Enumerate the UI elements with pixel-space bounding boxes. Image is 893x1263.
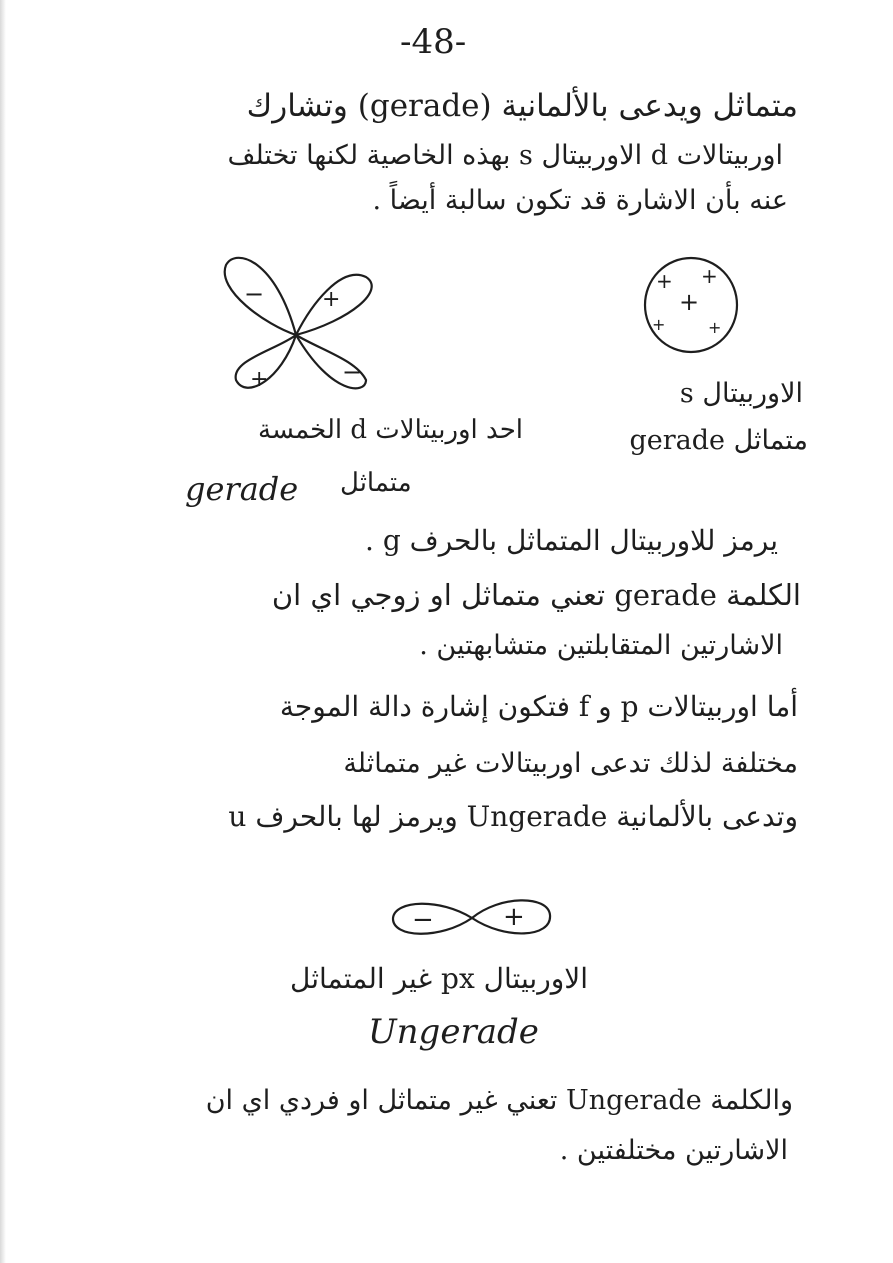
text-line: والكلمة Ungerade تعني غير متماثل او فردي اي ان (205, 1085, 793, 1116)
p-caption-ungerade: Ungerade (368, 1012, 539, 1052)
s-sign: + (701, 264, 718, 288)
d-caption: متماثل (340, 468, 412, 498)
text-line: وتدعى بالألمانية Ungerade ويرمز لها بالحرف u (228, 800, 798, 833)
page-number: -48- (400, 22, 467, 62)
s-sign: + (679, 288, 700, 316)
text-line: عنه بأن الاشارة قد تكون سالبة أيضاً . (372, 185, 788, 216)
s-sign: + (656, 269, 673, 293)
text-line: متماثل ويدعى بالألمانية (gerade) وتشارك (246, 88, 798, 124)
d-sign: − (342, 358, 363, 386)
d-caption-gerade: gerade (185, 470, 299, 508)
text-line: الكلمة gerade تعني متماثل او زوجي اي ان (271, 578, 801, 612)
p-orbital-diagram (393, 900, 550, 935)
d-sign: + (322, 287, 341, 312)
text-line: الاشارتين مختلفتين . (559, 1135, 788, 1166)
text-line: يرمز للاوربيتال المتماثل بالحرف g . (365, 524, 778, 557)
p-caption: الاوربيتال px غير المتماثل (290, 962, 588, 995)
d-sign: − (244, 280, 265, 308)
p-sign: − (412, 905, 434, 935)
text-line: اوربيتالات d الاوربيتال s بهذه الخاصية لكنها تختلف (227, 140, 783, 171)
s-caption: الاوربيتال s (679, 378, 803, 409)
p-sign: + (503, 902, 525, 932)
s-orbital-diagram (645, 258, 737, 352)
text-line: أما اوربيتالات p و f فتكون إشارة دالة الموجة (279, 690, 798, 723)
d-caption: احد اوربيتالات d الخمسة (258, 415, 523, 445)
text-line: مختلفة لذلك تدعى اوربيتالات غير متماثلة (343, 748, 798, 779)
text-line: الاشارتين المتقابلتين متشابهتين . (419, 630, 783, 661)
s-sign: + (652, 315, 666, 334)
s-caption: متماثل gerade (629, 425, 808, 456)
s-sign: + (708, 318, 722, 337)
d-sign: + (250, 367, 269, 392)
